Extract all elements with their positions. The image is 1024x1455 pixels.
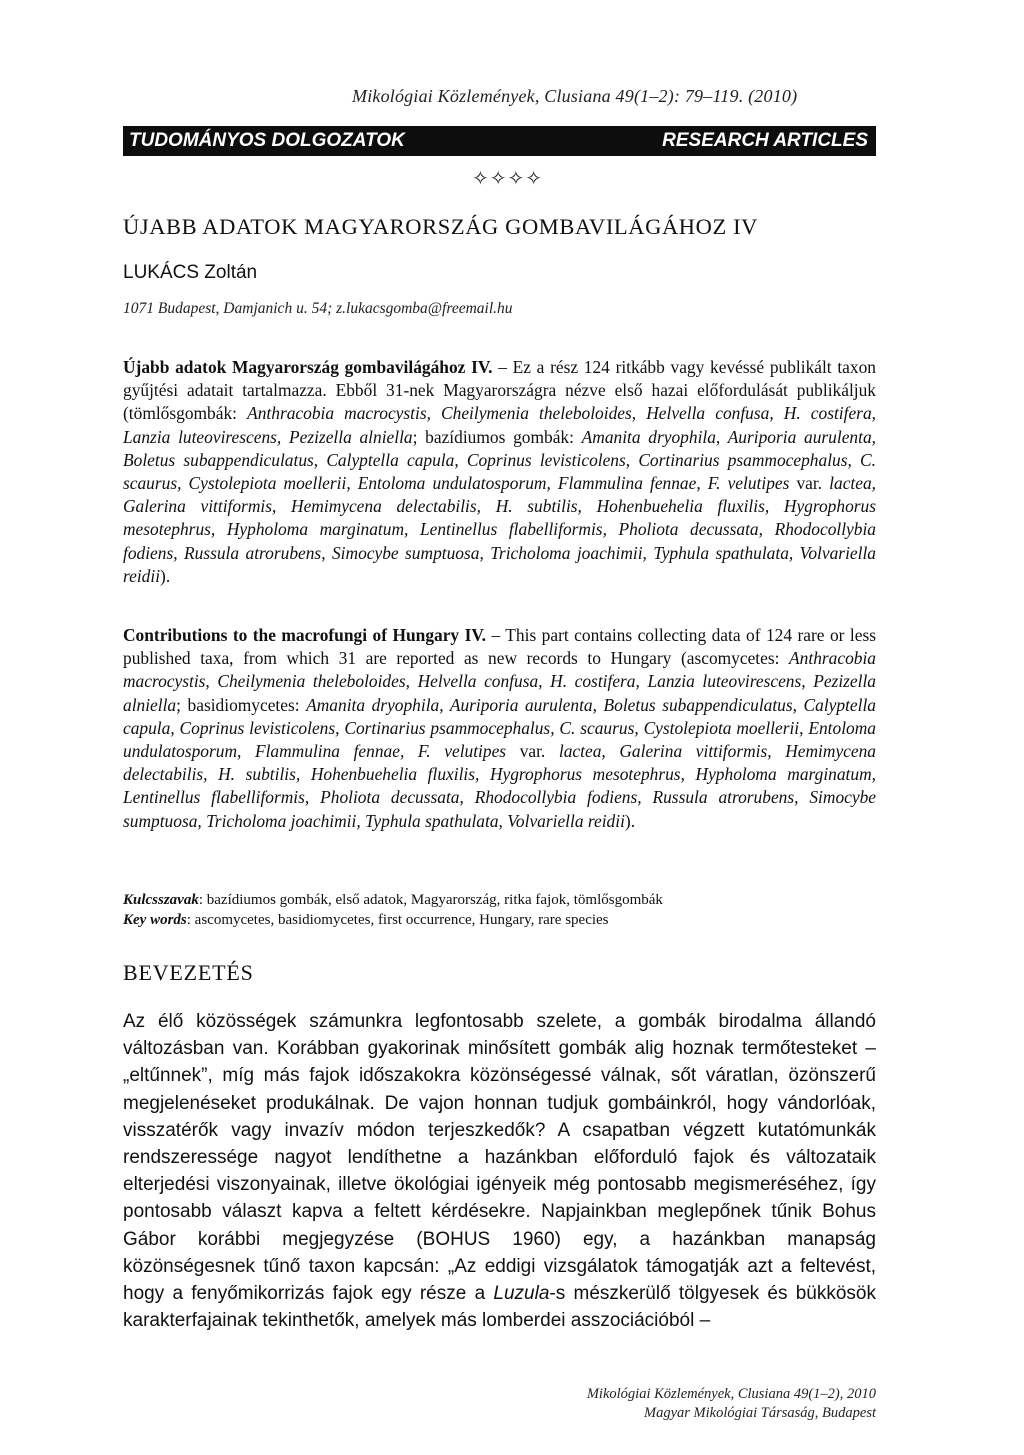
abstract-en-var: var. bbox=[506, 741, 559, 762]
diamond-ornament-icon: ✧✧✧✧ bbox=[472, 168, 544, 190]
abstract-en-text-2: ; basidiomycetes: bbox=[176, 694, 307, 715]
abstract-hu-text-2: ; bazídiumos gombák: bbox=[412, 426, 582, 447]
banner-label-english: RESEARCH ARTICLES bbox=[662, 130, 868, 151]
intro-citation: BOHUS 1960 bbox=[422, 1228, 555, 1250]
keywords-hungarian-label: Kulcsszavak bbox=[123, 892, 199, 908]
author-affiliation bbox=[123, 300, 513, 318]
abstract-english-heading: Contributions to the macrofungi of Hungary IV. bbox=[123, 625, 487, 645]
author-name: LUKÁCS Zoltán bbox=[123, 262, 258, 283]
affiliation-text: 1071 Budapest, Damjanich u. 54; z.lukacsgomba@freemail.hu bbox=[123, 300, 513, 317]
abstract-hungarian-heading: Újabb adatok Magyarország gombavilágához IV. bbox=[123, 357, 493, 377]
banner-label-hungarian: TUDOMÁNYOS DOLGOZATOK bbox=[129, 130, 405, 151]
abstract-hu-basidiomycete-taxa-1: Amanita dryophila, Auriporia aurulenta, Boletus subappendiculatus, Calyptella capula, Coprinus levisticolens, Cortinarius psammocephalus, C. scaurus, Cystolepiota moellerii, Entoloma undulatosporum, Flammulina fennae, F. velutipes bbox=[123, 426, 876, 494]
intro-text-1: Az élő közösségek számunkra legfontosabb szelete, a gombák birodalma állandó változásban van. Korábban gyakorinak minősített gombák alig hoznak termőtesteket – „eltűnnek”, míg más fajok időszakokra közönségessé válnak, sőt váratlan, özönszerű megjelenéseket produkálnak. De vajon honnan tudjuk gombáinkról, hogy vándorlóak, visszatérők vagy invazív módon terjeszkedők? A csapatban végzett kutatómunkák rendszeressége nagyot lendíthetne a hazánkban előforduló fajok és változataik elterjedési viszonyainak, illetve ökológiai igényeik még pontosabb megismeréséhez, így pontosabb választ kapva a feltett kérdésekre. Napjainkban meglepőnek tűnik Bohus Gábor korábbi megjegyzése ( bbox=[123, 1011, 876, 1250]
abstract-hu-var: var. bbox=[789, 473, 830, 494]
abstract-hu-basidiomycete-taxa-2: lactea, Galerina vittiformis, Hemimycena delectabilis, H. subtilis, Hohenbuehelia fluxilis, Hygrophorus mesotephrus, Hypholoma marginatum, Lentinellus flabelliformis, Pholiota decussata, Rhodocollybia fodiens, Russula atrorubens, Simocybe sumptuosa, Tricholoma joachimii, Typhula spathulata, Volvariella reidii bbox=[123, 473, 877, 586]
article-title: ÚJABB ADATOK MAGYARORSZÁG GOMBAVILÁGÁHOZ IV bbox=[123, 214, 759, 239]
intro-text-2: ) egy, a hazánkban manapság közönségesnek tűnő taxon kapcsán: „Az eddigi vizsgálatok támogatják azt a feltevést, hogy a fenyőmikorrizás fajok egy része a bbox=[123, 1228, 876, 1305]
keywords-english-label: Key words bbox=[123, 912, 187, 928]
journal-citation-header: Mikológiai Közlemények, Clusiana 49(1–2): 79–119. (2010) bbox=[352, 86, 798, 106]
abstract-en-end: ). bbox=[624, 810, 636, 831]
abstract-english bbox=[123, 624, 876, 833]
keywords-block bbox=[123, 890, 883, 930]
abstract-hungarian bbox=[123, 356, 876, 588]
keywords-hungarian-text: : bazídiumos gombák, első adatok, Magyarország, ritka fajok, tömlősgombák bbox=[198, 892, 663, 908]
section-banner bbox=[123, 126, 876, 156]
keywords-english bbox=[123, 910, 883, 930]
section-heading-introduction: BEVEZETÉS bbox=[123, 960, 254, 985]
abstract-hu-ascomycete-taxa: Anthracobia macrocystis, Cheilymenia theleboloides, Helvella confusa, H. costifera, Lanzia luteovirescens, Pezizella alniella bbox=[123, 403, 876, 447]
abstract-en-ascomycete-taxa: Anthracobia macrocystis, Cheilymenia theleboloides, Helvella confusa, H. costifera, Lanzia luteovirescens, Pezizella alniella bbox=[123, 648, 876, 715]
intro-genus: Luzula bbox=[493, 1283, 550, 1305]
abstract-hu-end: ). bbox=[160, 565, 171, 586]
keywords-hungarian bbox=[123, 890, 883, 910]
keywords-english-text: : ascomycetes, basidiomycetes, first occurrence, Hungary, rare species bbox=[186, 912, 609, 928]
introduction-paragraph bbox=[123, 1008, 876, 1334]
intro-text-3: -s mészkerülő tölgyesek és bükkösök karakterfajainak tekinthetők, amelyek más lomberdei asszociációból – bbox=[123, 1283, 877, 1332]
abstract-en-text-1: – This part contains collecting data of 124 rare or less published taxa, from which 31 are reported as new records to Hungary (ascomycetes: bbox=[123, 625, 876, 669]
abstract-en-basidiomycete-taxa-1: Amanita dryophila, Auriporia aurulenta, Boletus subappendiculatus, Calyptella capula, Coprinus levisticolens, Cortinarius psammocephalus, C. scaurus, Cystolepiota moellerii, Entoloma undulatosporum, Flammulina fennae, F. velutipes bbox=[123, 694, 876, 762]
page-footer bbox=[587, 1385, 876, 1423]
abstract-hu-text-1: – Ez a rész 124 ritkább vagy kevéssé publikált taxon gyűjtési adatait tartalmazza. Ebből 31-nek Magyarországra nézve első hazai előfordulását publikáljuk (tömlősgombák: bbox=[123, 357, 876, 424]
abstract-en-basidiomycete-taxa-2: lactea, Galerina vittiformis, Hemimycena delectabilis, H. subtilis, Hohenbuehelia fluxilis, Hygrophorus mesotephrus, Hypholoma marginatum, Lentinellus flabelliformis, Pholiota decussata, Rhodocollybia fodiens, Russula atrorubens, Simocybe sumptuosa, Tricholoma joachimii, Typhula spathulata, Volvariella reidii bbox=[123, 741, 876, 831]
footer-journal-line: Mikológiai Közlemények, Clusiana 49(1–2), 2010 bbox=[586, 1386, 876, 1402]
footer-publisher-line: Magyar Mikológiai Társaság, Budapest bbox=[644, 1405, 876, 1421]
